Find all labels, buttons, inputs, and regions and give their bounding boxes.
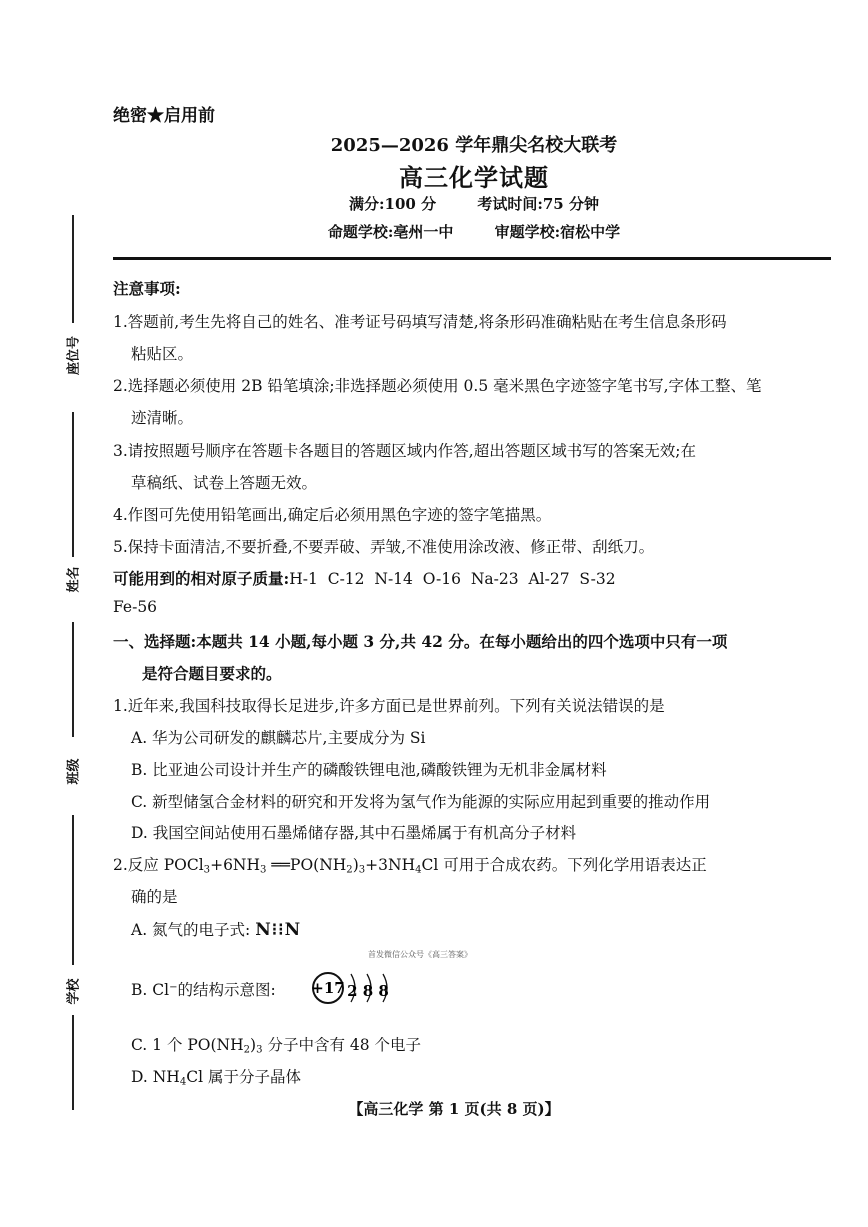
atom-structure-svg (311, 970, 401, 1006)
binding-line (72, 815, 74, 965)
chlorine-ion-structure-diagram (311, 970, 401, 1006)
exam-name: 2025—2026 学年鼎尖名校大联考 (330, 135, 618, 156)
notice-title: 注意事项: (113, 279, 181, 298)
exam-schools (0, 221, 868, 242)
question-2-option-d: D. $NH_4Cl$ 属于分子晶体 (131, 1068, 301, 1088)
binding-line (72, 622, 74, 737)
question-2-stem: 2.反应 $POCl_3+6NH_3$ $══PO(NH_2)_3+3NH_4Cl$ 可用于合成农药。下列化学用语表达正 (113, 856, 707, 876)
question-2-stem-cont: 确的是 (131, 888, 178, 906)
binding-line (72, 1015, 74, 1110)
notice-item-3: 3.请按照题号顺序在答题卡各题目的答题区域内作答,超出答题区域书写的答案无效;在 (113, 442, 696, 460)
option-b-label: 的结构示意图: (177, 981, 276, 999)
atomic-mass-label: 可能用到的相对原子质量: (113, 569, 290, 588)
question-1-option-b: B. 比亚迪公司设计并生产的磷酸铁锂电池,磷酸铁锂为无机非金属材料 (131, 761, 607, 779)
question-1-stem: 1.近年来,我国科技取得长足进步,许多方面已是世界前列。下列有关说法错误的是 (113, 697, 665, 715)
question-2-option-c: C. 1 个 $PO(NH_2)_3$ 分子中含有 48 个电子 (131, 1036, 422, 1056)
option-a-label: A. 氮气的电子式: (131, 921, 251, 939)
question-1-option-d: D. 我国空间站使用石墨烯储存器,其中石墨烯属于有机高分子材料 (131, 824, 577, 842)
question-2-option-b: B. Cl−的结构示意图: (131, 981, 276, 999)
name-label: 姓名 (66, 566, 82, 593)
exam-time: 考试时间:75 分钟 (477, 195, 599, 213)
school-label: 学校 (66, 978, 82, 1005)
page-title: 高三化学试题 (399, 163, 549, 192)
option-c-text: 分子中含有 48 个电子 (267, 1036, 422, 1054)
option-d-text: 属于分子晶体 (207, 1068, 301, 1086)
seat-label: 座位号 (66, 336, 82, 376)
full-score: 满分:100 分 (349, 195, 437, 213)
notice-item-1: 1.答题前,考生先将自己的姓名、准考证号码填写清楚,将条形码准确粘贴在考生信息条形码 (113, 313, 727, 331)
notice-item-4: 4.作图可先使用铅笔画出,确定后必须用黑色字迹的签字笔描黑。 (113, 506, 552, 524)
notice-item-2-cont: 迹清晰。 (131, 409, 194, 427)
notice-item-3-cont: 草稿纸、试卷上答题无效。 (131, 474, 318, 492)
nuclear-charge: +17 (311, 979, 345, 997)
notice-item-2: 2.选择题必须使用 2B 铅笔填涂;非选择题必须使用 0.5 毫米黑色字迹签字笔书写,字体工整、笔 (113, 377, 762, 395)
electron-counts: 2 8 8 (347, 982, 389, 1000)
question-2-option-a (131, 918, 301, 940)
exam-meta (0, 193, 868, 214)
atomic-mass-values: H-1 C-12 N-14 O-16 Na-23 Al-27 S-32 (289, 570, 616, 588)
binding-line (72, 412, 74, 557)
section-title-cont: 是符合题目要求的。 (142, 664, 282, 683)
confidential-mark: 绝密★启用前 (113, 106, 215, 126)
header-divider (113, 257, 831, 260)
nitrogen-electron-formula: N⁝⁝N (255, 920, 302, 940)
notice-item-5: 5.保持卡面清洁,不要折叠,不要弄破、弄皱,不准使用涂改液、修正带、刮纸刀。 (113, 538, 655, 556)
question-1-option-c: C. 新型储氢合金材料的研究和开发将为氢气作为能源的实际应用起到重要的推动作用 (131, 793, 711, 811)
page-footer: 【高三化学 第 1 页(共 8 页)】 (348, 1100, 560, 1118)
section-title: 一、选择题:本题共 14 小题,每小题 3 分,共 42 分。在每小题给出的四个选项中只有一项 (113, 632, 728, 651)
question-1-option-a: A. 华为公司研发的麒麟芯片,主要成分为 Si (131, 729, 426, 747)
notice-item-1-cont: 粘贴区。 (131, 345, 194, 363)
class-label: 班级 (66, 758, 82, 785)
setter-school: 命题学校:亳州一中 (327, 223, 454, 241)
atomic-mass-line (113, 567, 616, 589)
question-2-stem-text: 可用于合成农药。下列化学用语表达正 (443, 856, 707, 874)
watermark: 首发微信公众号《高三答案》 (368, 950, 472, 959)
atomic-mass-values-cont: Fe-56 (113, 598, 158, 616)
reviewer-school: 审题学校:宿松中学 (494, 223, 621, 241)
